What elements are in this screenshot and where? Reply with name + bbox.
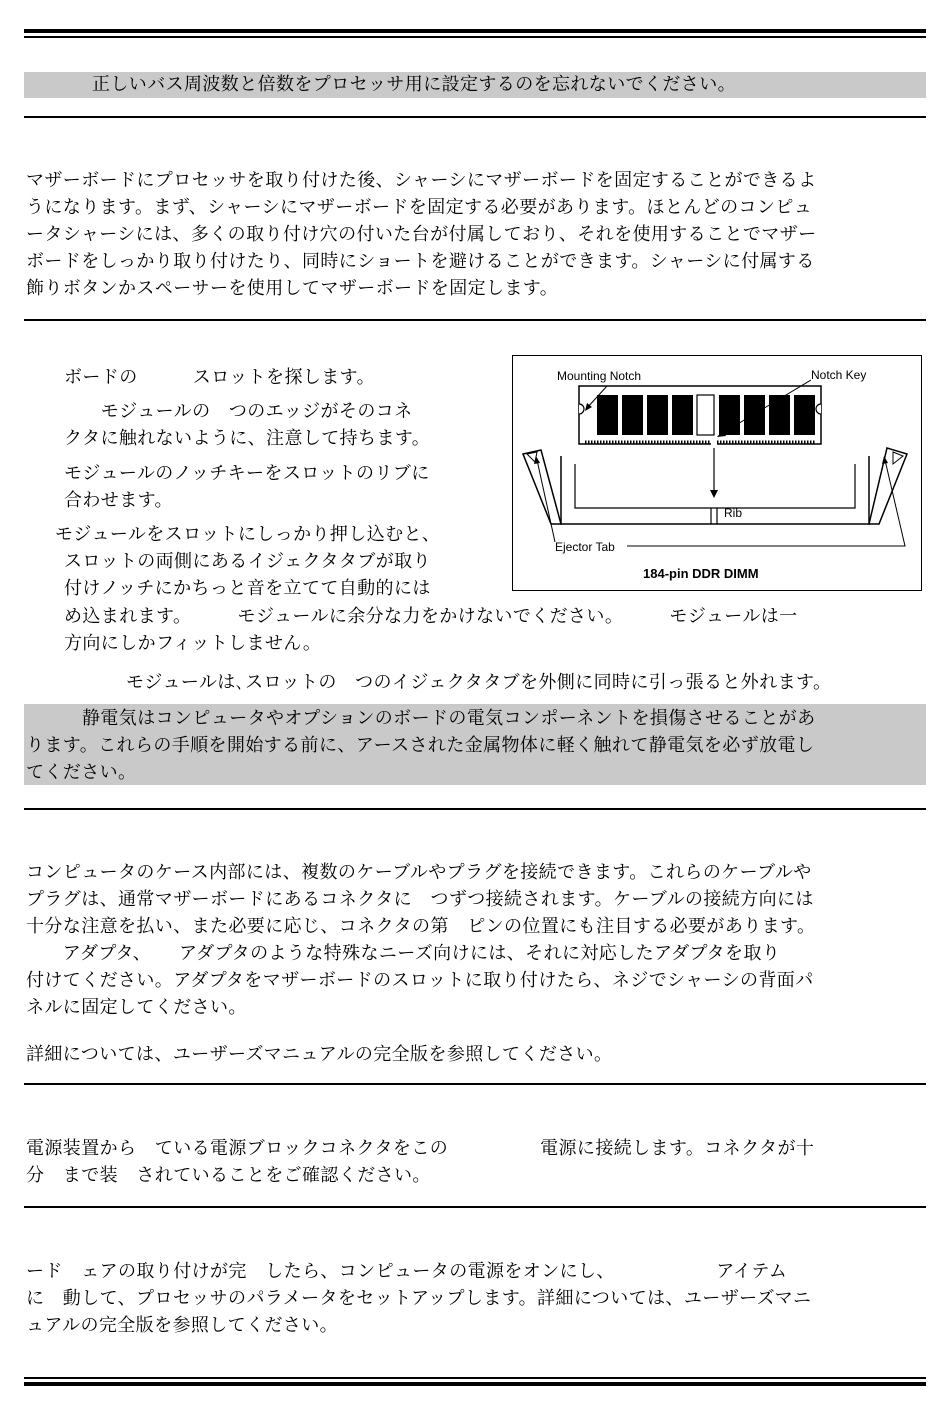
- section-divider-1: [24, 116, 926, 118]
- memory-step-line: ボードの スロットを探します。: [64, 367, 375, 388]
- cables-line: 十分な注意を払い、また必要に応じ、コネクタの第 ピンの位置にも注目する必要があります。: [26, 916, 816, 937]
- mounting-line: ボードをしっかり取り付けたり、同時にショートを避けることができます。シャーシに付属する: [26, 251, 815, 272]
- static-warning-line: ります。これらの手順を開始する前に、アースされた金属物体に軽く触れて静電気を必ず放電し: [26, 735, 815, 756]
- memory-step-line: モジュールの つのエッジがそのコネ: [64, 401, 413, 422]
- memory-step-line: 付けノッチにかちっと音を立てて自動的には: [64, 578, 431, 599]
- memory-step-line: モジュールのノッチキーをスロットのリブに: [64, 463, 430, 484]
- mounting-line: ータシャーシには、多くの取り付け穴の付いた台が付属しており、それを使用することでマザー: [26, 224, 817, 245]
- dimm-illustration: [513, 356, 923, 592]
- memory-step-line: モジュールをスロットにしっかり押し込むと、: [55, 524, 441, 545]
- cables-line: コンピュータのケース内部には、複数のケーブルやプラグを接続できます。これらのケーブルや: [26, 862, 812, 883]
- section-divider-2: [24, 319, 926, 321]
- bottom-rule-thick: [24, 1382, 926, 1386]
- notch-key-label: Notch Key: [811, 368, 867, 382]
- mounting-line: うになります。まず、シャーシにマザーボードを固定する必要があります。ほとんどのコンピュ: [26, 197, 813, 218]
- final-line: ュアルの完全版を参照してください。: [26, 1315, 339, 1336]
- notice-top-text: 正しいバス周波数と倍数をプロセッサ用に設定するのを忘れないでください。: [92, 74, 736, 95]
- final-line: ード ェアの取り付けが完 したら、コンピュータの電源をオンにし、 アイテム: [26, 1261, 788, 1282]
- cables-line: ネルに固定してください。: [26, 997, 247, 1018]
- final-line: に 動して、プロセッサのパラメータをセットアップします。詳細については、ユーザーズマニ: [26, 1288, 812, 1309]
- static-warning-line: 静電気はコンピュータやオプションのボードの電気コンポーネントを損傷させることがあ: [82, 708, 816, 729]
- dimm-diagram: [512, 355, 922, 591]
- memory-step-line: クタに触れないように、注意して持ちます。: [64, 428, 431, 449]
- mounting-line: マザーボードにプロセッサを取り付けた後、シャーシにマザーボードを固定することができるよ: [26, 170, 817, 191]
- top-rule-thin: [24, 36, 926, 38]
- section-divider-4: [24, 1083, 926, 1085]
- top-rule-thick: [24, 29, 926, 33]
- diagram-title: 184-pin DDR DIMM: [643, 566, 759, 581]
- ejector-tab-label: Ejector Tab: [555, 540, 615, 554]
- memory-step-line: スロットの両側にあるイジェクタタブが取り: [64, 551, 431, 572]
- static-warning-line: てください。: [26, 762, 137, 783]
- cables-line: アダプタ、 アダプタのような特殊なニーズ向けには、それに対応したアダプタを取り: [26, 943, 781, 964]
- memory-step-line: 方向にしかフィットしません。: [64, 633, 322, 654]
- bottom-rule-thin: [24, 1377, 926, 1379]
- cables-line: 付けてください。アダプタをマザーボードのスロットに取り付けたら、ネジでシャーシの背面パ: [26, 970, 814, 991]
- memory-step-line: 合わせます。: [64, 490, 173, 511]
- memory-step-line: め込まれます。 モジュールに余分な力をかけないでください。 モジュールは一: [64, 606, 798, 627]
- section-divider-3: [24, 808, 926, 810]
- cables-line: プラグは、通常マザーボードにあるコネクタに つずつ接続されます。ケーブルの接続方向には: [26, 889, 814, 910]
- mounting-line: 飾りボタンかスペーサーを使用してマザーボードを固定します。: [26, 278, 559, 299]
- power-line: 電源装置から ている電源ブロックコネクタをこの 電源に接続します。コネクタが十: [26, 1138, 815, 1159]
- power-line: 分 まで装 されていることをご確認ください。: [26, 1165, 431, 1186]
- memory-removal: モジュールは､スロットの つのイジェクタタブを外側に同時に引っ張ると外れます。: [126, 672, 832, 693]
- rib-label: Rib: [724, 506, 743, 520]
- section-divider-5: [24, 1206, 926, 1208]
- cables-more: 詳細については、ユーザーズマニュアルの完全版を参照してください。: [26, 1044, 613, 1065]
- mounting-notch-label: Mounting Notch: [557, 369, 642, 383]
